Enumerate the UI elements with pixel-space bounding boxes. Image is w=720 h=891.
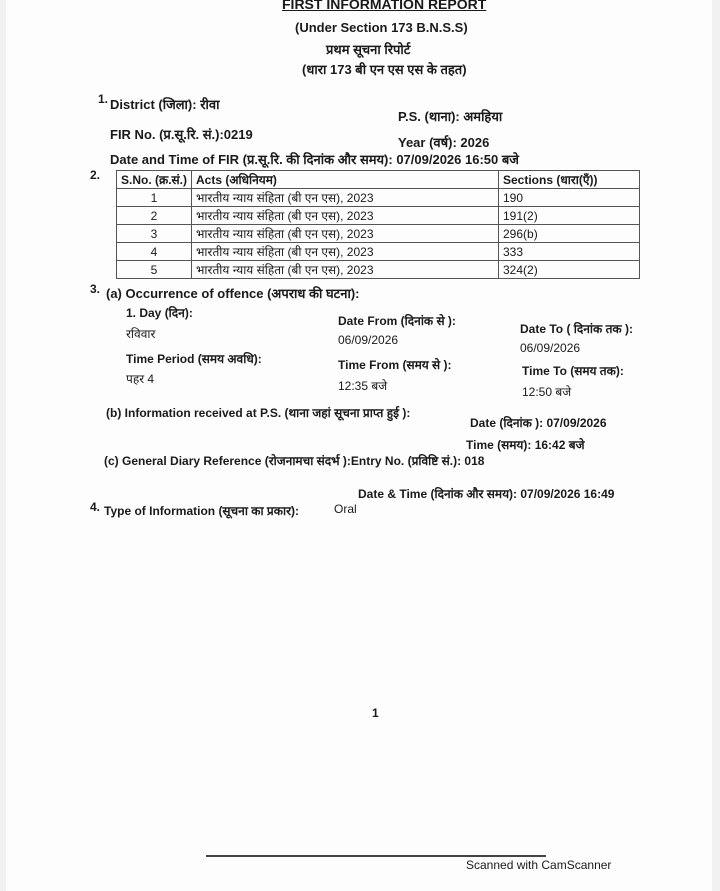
time-period-value: पहर 4 [126, 372, 155, 386]
page-number: 1 [372, 706, 379, 720]
fir-document-page [6, 0, 712, 891]
table-row [117, 261, 640, 279]
cell-act: भारतीय न्याय संहिता (बी एन एस), 2023 [192, 261, 499, 279]
info-received-date: Date (दिनांक ): 07/09/2026 [470, 416, 607, 430]
document-subtitle: (Under Section 173 B.N.S.S) [295, 20, 468, 35]
fir-number-field: FIR No. (प्र.सू.रि. सं.):0219 [110, 127, 253, 142]
info-received-label: (b) Information received at P.S. (थाना जहां सूचना प्राप्त हुई ): [106, 406, 411, 420]
table-row [117, 243, 640, 261]
date-to-label: Date To ( दिनांक तक ): [520, 322, 633, 336]
info-received-time: Time (समय): 16:42 बजे [466, 438, 585, 452]
day-label: 1. Day (दिन): [126, 306, 193, 320]
cell-act: भारतीय न्याय संहिता (बी एन एस), 2023 [192, 225, 499, 243]
cell-sno: 4 [117, 243, 192, 261]
time-from-value: 12:35 बजे [338, 379, 388, 393]
general-diary-reference: (c) General Diary Reference (रोजनामचा संदर्भ ):Entry No. (प्रविष्टि सं.): 018 [104, 454, 485, 468]
cell-act: भारतीय न्याय संहिता (बी एन एस), 2023 [192, 207, 499, 225]
column-header-acts: Acts (अधिनियम) [192, 171, 499, 189]
district-field: District (जिला): रीवा [110, 97, 220, 112]
cell-sno: 1 [117, 189, 192, 207]
document-subtitle-hindi: प्रथम सूचना रिपोर्ट [326, 42, 411, 57]
footer-divider [206, 855, 546, 857]
date-from-label: Date From (दिनांक से ): [338, 314, 456, 328]
information-type-value: Oral [334, 502, 357, 516]
occurrence-heading: (a) Occurrence of offence (अपराध की घटना): [106, 286, 360, 301]
document-title: FIRST INFORMATION REPORT [282, 0, 487, 12]
cell-section: 296(b) [499, 225, 640, 243]
section-3-number: 3. [90, 282, 101, 296]
cell-sno: 3 [117, 225, 192, 243]
information-type-label: Type of Information (सूचना का प्रकार): [104, 504, 299, 518]
section-2-number: 2. [90, 168, 101, 182]
table-header-row [117, 171, 640, 189]
day-value: रविवार [126, 327, 156, 341]
cell-sno: 2 [117, 207, 192, 225]
general-diary-datetime: Date & Time (दिनांक और समय): 07/09/2026 16:49 [358, 487, 615, 501]
acts-sections-table [116, 170, 640, 279]
section-1-number: 1. [98, 92, 109, 106]
scanner-watermark: Scanned with CamScanner [466, 858, 612, 872]
table-row [117, 225, 640, 243]
column-header-sections: Sections (धारा(एँ)) [499, 171, 640, 189]
police-station-field: P.S. (थाना): अमहिया [398, 109, 503, 124]
table-row [117, 189, 640, 207]
cell-act: भारतीय न्याय संहिता (बी एन एस), 2023 [192, 243, 499, 261]
time-from-label: Time From (समय से ): [338, 358, 452, 372]
section-4-number: 4. [90, 500, 101, 514]
cell-act: भारतीय न्याय संहिता (बी एन एस), 2023 [192, 189, 499, 207]
cell-section: 191(2) [499, 207, 640, 225]
column-header-sno: S.No. (क्र.सं.) [117, 171, 192, 189]
cell-section: 324(2) [499, 261, 640, 279]
time-to-label: Time To (समय तक): [522, 364, 624, 378]
date-from-value: 06/09/2026 [338, 333, 399, 347]
time-to-value: 12:50 बजे [522, 385, 572, 399]
date-to-value: 06/09/2026 [520, 341, 581, 355]
time-period-label: Time Period (समय अवधि): [126, 352, 262, 366]
year-field: Year (वर्ष): 2026 [398, 135, 490, 150]
fir-datetime-field: Date and Time of FIR (प्र.सू.रि. की दिनांक और समय): 07/09/2026 16:50 बजे [110, 152, 519, 167]
document-subtitle-hindi-2: (धारा 173 बी एन एस एस के तहत) [302, 62, 467, 77]
table-row [117, 207, 640, 225]
cell-sno: 5 [117, 261, 192, 279]
cell-section: 333 [499, 243, 640, 261]
cell-section: 190 [499, 189, 640, 207]
